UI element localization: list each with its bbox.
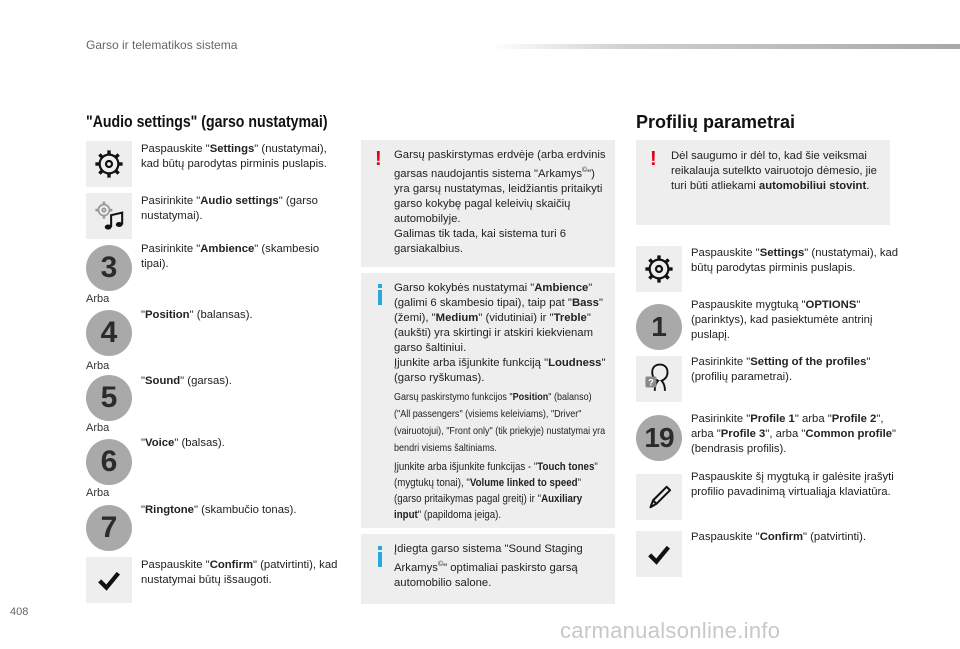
step-confirm-text: Paspauskite "Confirm" (patvirtinti), kad nustatymai būtų išsaugoti.: [141, 559, 338, 586]
or-label: Arba: [86, 422, 110, 434]
step-sound-text: "Sound" (garsas).: [141, 375, 232, 387]
profile-step-options-text: Paspauskite mygtuką "OPTIONS" (parinktys), kad pasiektumėte antrinį puslapį.: [691, 299, 873, 341]
confirm-check-icon: [86, 557, 132, 603]
safety-warning-note: [636, 140, 890, 225]
position-balance-text: Garsų paskirstymo funkcijos "Position" (balanso) ("All passengers" (visiems keleiviams), "Driver" (vairuotojui), "Front only" (tik priekyje) nustatymai yra bendri visiems šaltiniams.: [394, 391, 606, 454]
step-number-badge: 4: [86, 310, 132, 356]
profile-step-setting-profiles-text: Pasirinkite "Setting of the profiles" (profilių parametrai).: [691, 356, 871, 383]
profiles-title: Profilių parametrai: [636, 112, 796, 132]
step-number-badge: 3: [86, 245, 132, 291]
settings-gear-icon: [86, 141, 132, 187]
profile-step-rename-text: Paspauskite šį mygtuką ir galėsite įrašyti profilio pavadinimą virtualiąja klaviatūra.: [691, 471, 894, 498]
or-label: Arba: [86, 293, 110, 305]
sound-staging-text: Įdiegta garso sistema "Sound Staging Arkamys©" optimaliai paskirsto garsą automobilio salone.: [394, 543, 583, 589]
step-number-badge: 6: [86, 439, 132, 485]
step-number-badge: 7: [86, 505, 132, 551]
audio-quality-text: Garso kokybės nustatymai "Ambience" (galimi 6 skambesio tipai), taip pat "Bass" (žemi), "Medium" (vidutiniai) ir "Treble" (aukšti) yra skirtingi ir atskiri kiekvienam garso šaltiniui. Įjunkite arba išjunkite funkciją "Loudness" (garso ryškumas).: [394, 282, 606, 384]
step-number-badge: 1: [636, 304, 682, 350]
section-header: Garso ir telematikos sistema: [86, 38, 238, 52]
profile-person-icon: [636, 356, 682, 402]
audio-quality-info-note: [361, 273, 615, 528]
header-rule: [490, 44, 960, 49]
info-icon: [377, 546, 383, 567]
step-ambience-text: Pasirinkite "Ambience" (skambesio tipai).: [141, 243, 320, 270]
sound-staging-info-note: [361, 534, 615, 604]
profile-step-settings-text: Paspauskite "Settings" (nustatymai), kad būtų parodytas pirminis puslapis.: [691, 247, 899, 274]
watermark-text: carmanualsonline.info: [560, 618, 781, 643]
svg-text:?: ?: [648, 377, 654, 388]
audio-settings-title: "Audio settings" (garso nustatymai): [86, 112, 328, 131]
safety-warning-text: Dėl saugumo ir dėl to, kad šie veiksmai reikalauja sutelkto vairuotojo dėmesio, jie turi būti atliekami automobiliui stovint.: [671, 150, 877, 192]
edit-pencil-icon: [636, 474, 682, 520]
page-number: 408: [10, 606, 29, 618]
profile-step-select-profile-text: Pasirinkite "Profile 1" arba "Profile 2", arba "Profile 3", arba "Common profile" (bendrasis profilis).: [691, 413, 897, 455]
or-label: Arba: [86, 360, 110, 372]
step-settings-text: Paspauskite "Settings" (nustatymai), kad būtų parodytas pirminis puslapis.: [141, 143, 327, 170]
step-position-text: "Position" (balansas).: [141, 309, 253, 321]
step-audio-settings-text: Pasirinkite "Audio settings" (garso nustatymai).: [141, 195, 318, 222]
warning-mark: !: [375, 148, 382, 170]
or-label: Arba: [86, 487, 110, 499]
confirm-check-icon: [636, 531, 682, 577]
step-voice-text: "Voice" (balsas).: [141, 437, 225, 449]
audio-settings-music-icon: [86, 193, 132, 239]
step-number-badge: 19: [636, 415, 682, 461]
step-ringtone-text: "Ringtone" (skambučio tonas).: [141, 504, 297, 516]
warning-mark: !: [650, 148, 657, 170]
touch-tones-text: Įjunkite arba išjunkite funkcijas - "Touch tones" (mygtukų tonai), "Volume linked to speed" (garso pritaikymas pagal greitį) ir "Auxiliary input" (papildoma įeiga).: [394, 461, 598, 521]
info-icon: [377, 284, 383, 305]
arkamys-note-text: Garsų paskirstymas erdvėje (arba erdvinis garsas naudojantis sistema "Arkamys©") yra garsų nustatymas, leidžiantis pritaikyti garso kokybę pagal keleivių skaičių automobilyje. Galimas tik tada, kai sistema turi 6 garsiakalbius.: [394, 149, 606, 255]
arkamys-warning-note: [361, 140, 615, 267]
step-number-badge: 5: [86, 375, 132, 421]
profile-step-confirm-text: Paspauskite "Confirm" (patvirtinti).: [691, 531, 867, 543]
settings-gear-icon: [636, 246, 682, 292]
